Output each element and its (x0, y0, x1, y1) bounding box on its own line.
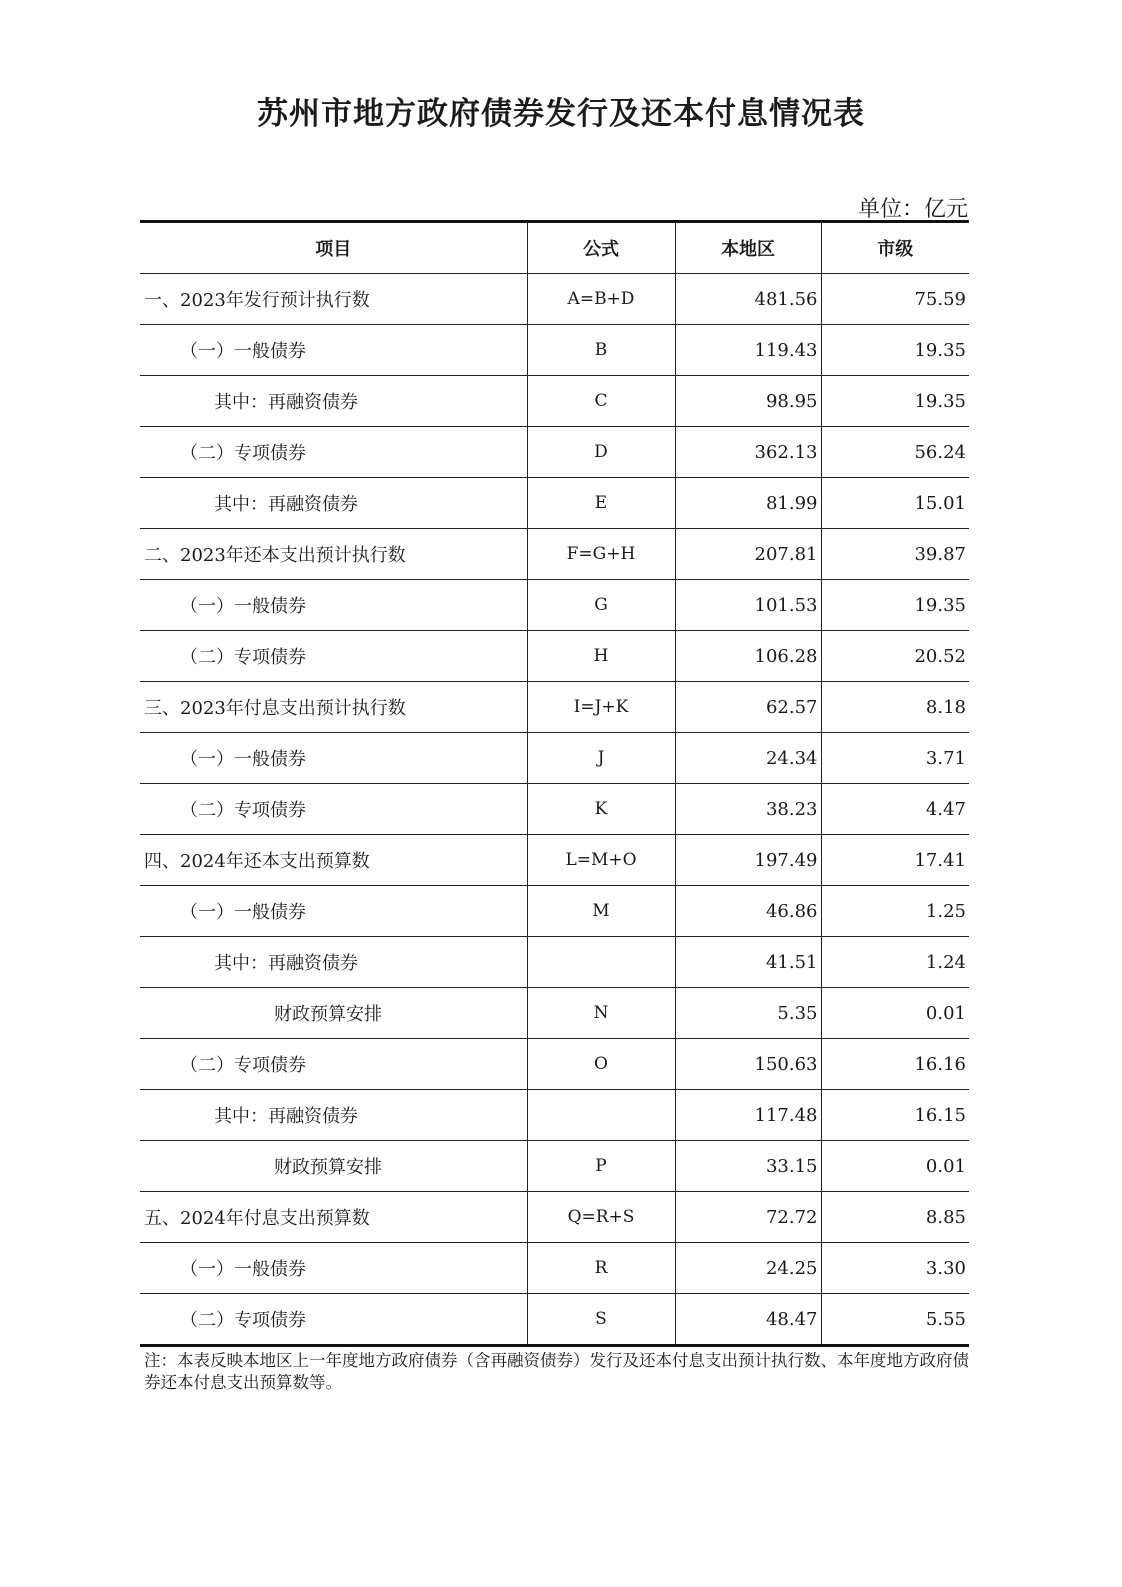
row-item: （二）专项债券 (140, 631, 527, 682)
row-item: 其中：再融资债券 (140, 376, 527, 427)
row-formula: A=B+D (527, 274, 675, 325)
row-formula: G (527, 580, 675, 631)
row-item: 其中：再融资债券 (140, 1090, 527, 1141)
header-local: 本地区 (675, 222, 821, 274)
table-row (140, 478, 969, 529)
row-city-value: 19.35 (821, 325, 969, 376)
table-row (140, 325, 969, 376)
table-row (140, 580, 969, 631)
table-row (140, 682, 969, 733)
table-row (140, 733, 969, 784)
row-city-value: 19.35 (821, 580, 969, 631)
row-item: （一）一般债券 (140, 580, 527, 631)
table-row (140, 1192, 969, 1243)
row-local-value: 33.15 (675, 1141, 821, 1192)
row-local-value: 46.86 (675, 886, 821, 937)
row-city-value: 0.01 (821, 1141, 969, 1192)
table-row (140, 274, 969, 325)
row-item: （二）专项债券 (140, 427, 527, 478)
table-row (140, 376, 969, 427)
table-body (140, 274, 969, 1346)
table-row (140, 988, 969, 1039)
row-formula: S (527, 1294, 675, 1346)
row-local-value: 197.49 (675, 835, 821, 886)
table-row (140, 1039, 969, 1090)
row-item: （一）一般债券 (140, 733, 527, 784)
row-formula: M (527, 886, 675, 937)
row-item: 三、2023年付息支出预计执行数 (140, 682, 527, 733)
row-item: （一）一般债券 (140, 1243, 527, 1294)
row-item: 其中：再融资债券 (140, 478, 527, 529)
row-local-value: 101.53 (675, 580, 821, 631)
row-formula: C (527, 376, 675, 427)
row-formula: I=J+K (527, 682, 675, 733)
unit-label: 单位：亿元 (857, 197, 968, 222)
row-city-value: 1.25 (821, 886, 969, 937)
row-item: 四、2024年还本支出预算数 (140, 835, 527, 886)
row-formula: F=G+H (527, 529, 675, 580)
table-header-row (140, 222, 969, 274)
row-formula (527, 937, 675, 988)
debt-table (140, 220, 969, 1347)
row-local-value: 38.23 (675, 784, 821, 835)
row-city-value: 20.52 (821, 631, 969, 682)
row-local-value: 481.56 (675, 274, 821, 325)
table-row (140, 1090, 969, 1141)
header-city: 市级 (821, 222, 969, 274)
row-item: 二、2023年还本支出预计执行数 (140, 529, 527, 580)
row-city-value: 39.87 (821, 529, 969, 580)
row-local-value: 81.99 (675, 478, 821, 529)
row-local-value: 5.35 (675, 988, 821, 1039)
table-row (140, 784, 969, 835)
row-city-value: 16.16 (821, 1039, 969, 1090)
row-formula (527, 1090, 675, 1141)
row-item: （二）专项债券 (140, 1294, 527, 1346)
table-row (140, 631, 969, 682)
row-city-value: 0.01 (821, 988, 969, 1039)
row-item: 财政预算安排 (140, 1141, 527, 1192)
table-row (140, 529, 969, 580)
header-item: 项目 (140, 222, 527, 274)
row-item: 财政预算安排 (140, 988, 527, 1039)
row-city-value: 17.41 (821, 835, 969, 886)
row-city-value: 8.18 (821, 682, 969, 733)
row-formula: B (527, 325, 675, 376)
row-local-value: 119.43 (675, 325, 821, 376)
row-item: （一）一般债券 (140, 325, 527, 376)
row-item: 五、2024年付息支出预算数 (140, 1192, 527, 1243)
row-city-value: 3.30 (821, 1243, 969, 1294)
row-city-value: 8.85 (821, 1192, 969, 1243)
row-city-value: 3.71 (821, 733, 969, 784)
row-formula: P (527, 1141, 675, 1192)
row-formula: O (527, 1039, 675, 1090)
row-item: 其中：再融资债券 (140, 937, 527, 988)
row-local-value: 72.72 (675, 1192, 821, 1243)
row-formula: K (527, 784, 675, 835)
table-row (140, 427, 969, 478)
row-formula: H (527, 631, 675, 682)
table-row (140, 886, 969, 937)
header-formula: 公式 (527, 222, 675, 274)
row-city-value: 1.24 (821, 937, 969, 988)
row-city-value: 4.47 (821, 784, 969, 835)
row-local-value: 362.13 (675, 427, 821, 478)
row-item: （二）专项债券 (140, 1039, 527, 1090)
table-row (140, 1294, 969, 1346)
row-formula: J (527, 733, 675, 784)
page-title: 苏州市地方政府债券发行及还本付息情况表 (257, 96, 865, 132)
table-row (140, 835, 969, 886)
row-local-value: 48.47 (675, 1294, 821, 1346)
row-local-value: 24.34 (675, 733, 821, 784)
row-local-value: 207.81 (675, 529, 821, 580)
footnote: 注：本表反映本地区上一年度地方政府债券（含再融资债券）发行及还本付息支出预计执行数、本年度地方政府债券还本付息支出预算数等。 (144, 1351, 969, 1392)
row-local-value: 106.28 (675, 631, 821, 682)
row-city-value: 15.01 (821, 478, 969, 529)
row-formula: N (527, 988, 675, 1039)
row-city-value: 16.15 (821, 1090, 969, 1141)
row-formula: D (527, 427, 675, 478)
row-item: 一、2023年发行预计执行数 (140, 274, 527, 325)
row-local-value: 24.25 (675, 1243, 821, 1294)
row-local-value: 41.51 (675, 937, 821, 988)
row-formula: L=M+O (527, 835, 675, 886)
row-formula: E (527, 478, 675, 529)
row-local-value: 98.95 (675, 376, 821, 427)
row-formula: R (527, 1243, 675, 1294)
row-city-value: 19.35 (821, 376, 969, 427)
row-local-value: 117.48 (675, 1090, 821, 1141)
row-item: （二）专项债券 (140, 784, 527, 835)
table-row (140, 1141, 969, 1192)
row-city-value: 75.59 (821, 274, 969, 325)
table-row (140, 937, 969, 988)
table-row (140, 1243, 969, 1294)
row-formula: Q=R+S (527, 1192, 675, 1243)
row-item: （一）一般债券 (140, 886, 527, 937)
row-city-value: 5.55 (821, 1294, 969, 1346)
row-local-value: 150.63 (675, 1039, 821, 1090)
row-city-value: 56.24 (821, 427, 969, 478)
row-local-value: 62.57 (675, 682, 821, 733)
